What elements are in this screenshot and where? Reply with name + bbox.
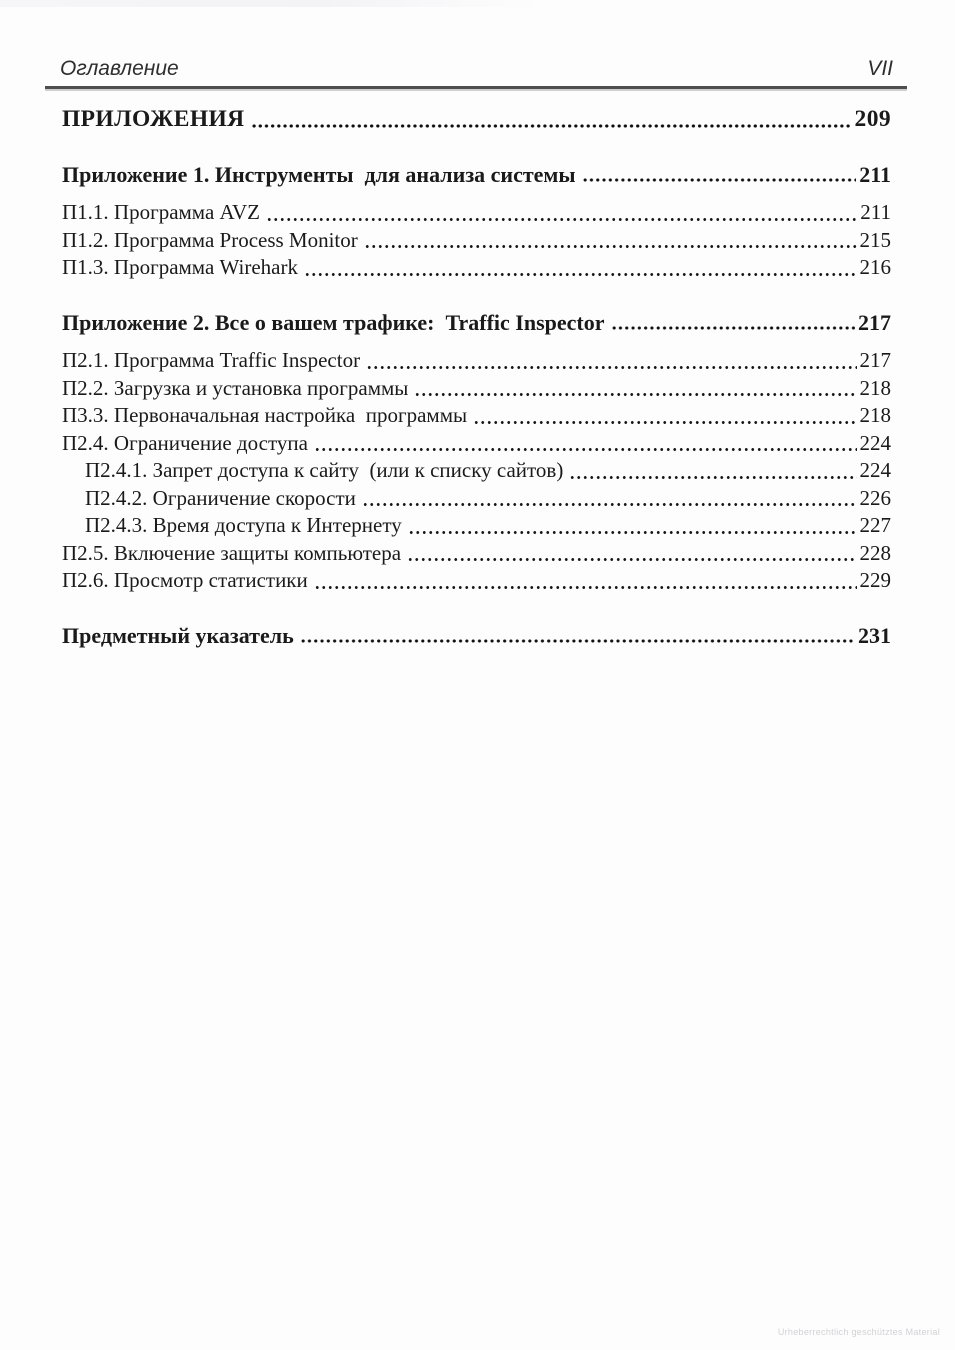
dot-leader (266, 218, 857, 221)
dot-leader (304, 273, 857, 276)
header-rule (45, 86, 907, 89)
toc-entry (62, 512, 891, 540)
toc-entry (62, 347, 891, 375)
toc-entry-title: П1.2. Программа Process Monitor (62, 227, 358, 252)
toc-entry (62, 254, 891, 282)
dot-leader (408, 531, 857, 534)
toc-entry (62, 402, 891, 430)
toc-entry-page: 226 (859, 485, 891, 510)
toc-entry-title: ПРИЛОЖЕНИЯ (62, 106, 245, 132)
toc-entry-title: Предметный указатель (62, 622, 294, 648)
toc-entry (62, 199, 891, 227)
dot-leader (362, 503, 857, 506)
copyright-watermark: Urheberrechtlich geschütztes Material (777, 1327, 940, 1337)
toc-entry (62, 309, 891, 337)
toc-entry-page: 218 (859, 403, 891, 427)
dot-leader (414, 393, 856, 396)
dot-leader (300, 639, 855, 643)
folio-page-number: VII (867, 57, 893, 80)
toc-entry-page: 217 (859, 348, 891, 372)
toc-entry-page: 224 (859, 430, 891, 455)
toc-entry-title: П2.4.1. Запрет доступа к сайту (или к списку сайтов) (85, 458, 564, 482)
toc-entry-title: П1.1. Программа AVZ (62, 200, 260, 224)
toc-entry (62, 567, 891, 595)
toc-entry-page: 224 (859, 458, 891, 482)
toc-entry-title: Приложение 2. Все о вашем трафике: Traffic Inspector (62, 309, 605, 335)
toc-entry-title: Приложение 1. Инструменты для анализа системы (62, 161, 576, 187)
toc-entry-page: 211 (860, 200, 891, 224)
toc-entry-title: П2.4.2. Ограничение скорости (85, 485, 356, 510)
toc-entry (62, 430, 891, 458)
toc-entry-page: 229 (859, 568, 891, 592)
dot-leader (473, 421, 856, 424)
toc-entry-title: П2.6. Просмотр статистики (62, 568, 308, 592)
toc-entry (62, 457, 891, 485)
dot-leader (611, 326, 855, 330)
toc-entry-page: 216 (859, 255, 891, 279)
toc-entry (62, 227, 891, 255)
toc-entry-title: П3.3. Первоначальная настройка программы (62, 403, 468, 427)
toc-entry (62, 622, 891, 650)
toc-entry-page: 215 (859, 227, 891, 252)
toc-entry-page: 217 (858, 309, 891, 335)
dot-leader (407, 558, 856, 561)
running-title: Оглавление (60, 57, 179, 80)
toc-entry-page: 211 (859, 161, 891, 187)
toc-entry-page: 228 (859, 540, 891, 565)
dot-leader (314, 448, 857, 451)
toc-entry-title: П1.3. Программа Wirehark (62, 255, 298, 279)
dot-leader (366, 366, 856, 369)
toc-entry (62, 161, 891, 189)
table-of-contents (62, 106, 891, 649)
toc-entry-page: 227 (859, 513, 891, 537)
toc-entry-title: П2.1. Программа Traffic Inspector (62, 348, 361, 372)
toc-entry-page: 218 (859, 375, 891, 400)
toc-entry (62, 485, 891, 513)
scan-edge-shade (0, 0, 540, 7)
toc-entry-title: П2.5. Включение защиты компьютера (62, 540, 402, 565)
toc-entry (62, 106, 891, 134)
dot-leader (314, 586, 857, 589)
toc-entry-title: П2.4. Ограничение доступа (62, 430, 308, 455)
dot-leader (364, 245, 857, 248)
toc-entry-title: П2.4.3. Время доступа к Интернету (85, 513, 402, 537)
dot-leader (569, 476, 856, 479)
toc-entry (62, 375, 891, 403)
running-header (60, 57, 893, 81)
toc-entry-page: 209 (854, 106, 891, 132)
dot-leader (251, 124, 852, 128)
toc-entry-title: П2.2. Загрузка и установка программы (62, 375, 409, 400)
dot-leader (582, 178, 857, 182)
toc-entry-page: 231 (858, 622, 891, 648)
toc-entry (62, 540, 891, 568)
